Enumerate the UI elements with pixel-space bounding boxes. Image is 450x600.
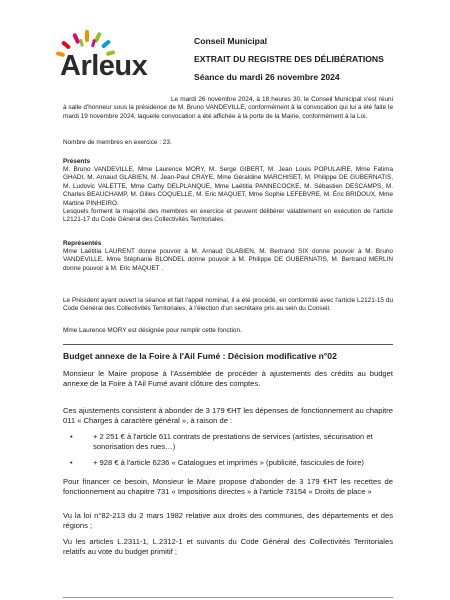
list-item	[70, 458, 393, 468]
page-bottom-rule	[63, 597, 393, 598]
quorum-text: Lesquels forment la majorité des membres en exercice et peuvent délibérer valablement en exécution de l'article L2121-17 du Code Général des Collectivités Territoriales.	[63, 208, 393, 224]
secretary-designation: Mme Laurence MORY est désignée pour remplir cette fonction.	[63, 327, 242, 334]
presents-names: M. Bruno VANDEVILLE, Mme Laurence MORY, M. Serge GIBERT, M. Jean Louis POPULAIRE, Mme Fatima GHADI, M. Arnaud GLABIEN, M. Jean-Paul CRAYE, Mme Géraldine MARCHISET, M. Philippe DE GUBERNATIS, M. Ludovic VALETTE, Mme Cathy DELPLANQUE, Mme Laëtitia PANNECOCKE, M. Sébastien DESCAMPS, M. Charles BEAUCHAMP, M. Gilles COQUELLE, M. Eric MAQUET, Mme Sophie LEFEBVRE, M. Éric BRIDOUX, Mme Martine PINHEIRO.	[63, 166, 393, 207]
session-date: Séance du mardi 26 novembre 2024	[194, 72, 340, 82]
presents-heading: Présents	[63, 158, 90, 165]
adjustments-paragraph: Ces ajustements consistent à abonder de 3 179 €HT les dépenses de fonctionnement au chapitre 011 « Charges à caractère général », à raison de :	[63, 406, 393, 425]
arleux-logo	[52, 30, 160, 98]
mayor-proposal: Monsieur le Maire propose à l'Assemblée de procéder à ajustements des crédits au budget annexe de la Foire à l'Ail Fumé avant clôture des comptes.	[63, 369, 393, 388]
financing-paragraph: Pour financer ce besoin, Monsieur le Maire propose d'abonder de 3 179 €HT les recettes de fonctionnement au chapitre 731 « Impositions directes » à l'article 73154 « Droits de place »	[63, 477, 393, 496]
presents-list	[63, 166, 393, 225]
logo-wordmark: Arleux	[60, 50, 148, 82]
articles-reference: Vu les articles L.2311-1, L.2312-1 et suivants du Code Général des Collectivités Territoriales relatifs au vote du budget primitif ;	[63, 537, 393, 556]
adjustments-list	[70, 432, 393, 474]
list-item-text: + 928 € à l'article 6236 « Catalogues et imprimés » (publicité, fascicules de foire)	[93, 458, 364, 467]
deliberation-title: Budget annexe de la Foire à l'Ail Fumé : Décision modificative n°02	[63, 351, 337, 361]
document-header	[194, 36, 434, 90]
list-item-text: + 2 251 € à l'article 611 contrats de prestations de services (artistes, sécurisation et sonorisation des rues…)	[93, 432, 373, 451]
bullet-icon: •	[70, 432, 73, 441]
register-title: EXTRAIT DU REGISTRE DES DÉLIBÉRATIONS	[194, 54, 384, 64]
representes-heading: Représentés	[63, 240, 102, 247]
law-reference: Vu la loi n°82-213 du 2 mars 1982 relative aux droits des communes, des départements et des régions ;	[63, 511, 393, 530]
list-item	[70, 432, 393, 452]
bullet-icon: •	[70, 458, 73, 467]
intro-paragraph: Le mardi 26 novembre 2024, à 18 heures 30, le Conseil Municipal s'est réuni à salle d'honneur sous la présidence de M. Bruno VANDEVILLE, conformément à la convocation qui lui a été faite le mardi 19 novembre 2024, laquelle convocation a été affichée à la porte de la Mairie, conformément à la Loi.	[63, 96, 393, 120]
section-divider	[63, 344, 393, 345]
members-count: Nombre de membres en exercice : 23.	[63, 139, 172, 146]
president-paragraph: Le Président ayant ouvert la séance et fait l'appel nominal, il a été procédé, en conformité avec l'article L2121-15 du Code Général des Collectivités Territoriales, à l'élection d'un secrétaire pris au sein du Conseil.	[63, 297, 393, 313]
council-title: Conseil Municipal	[194, 36, 268, 46]
representes-list: Mme Laëtitia LAURENT donne pouvoir à M. Arnaud GLABIEN, M. Bertrand SIX donne pouvoir à M. Bruno VANDEVILLE, Mme Stéphanie BLONDEL donne pouvoir à M. Philippe DE GUBERNATIS, M. Bertrand MERLIN donne pouvoir à M. Eric MAQUET .	[63, 248, 393, 272]
